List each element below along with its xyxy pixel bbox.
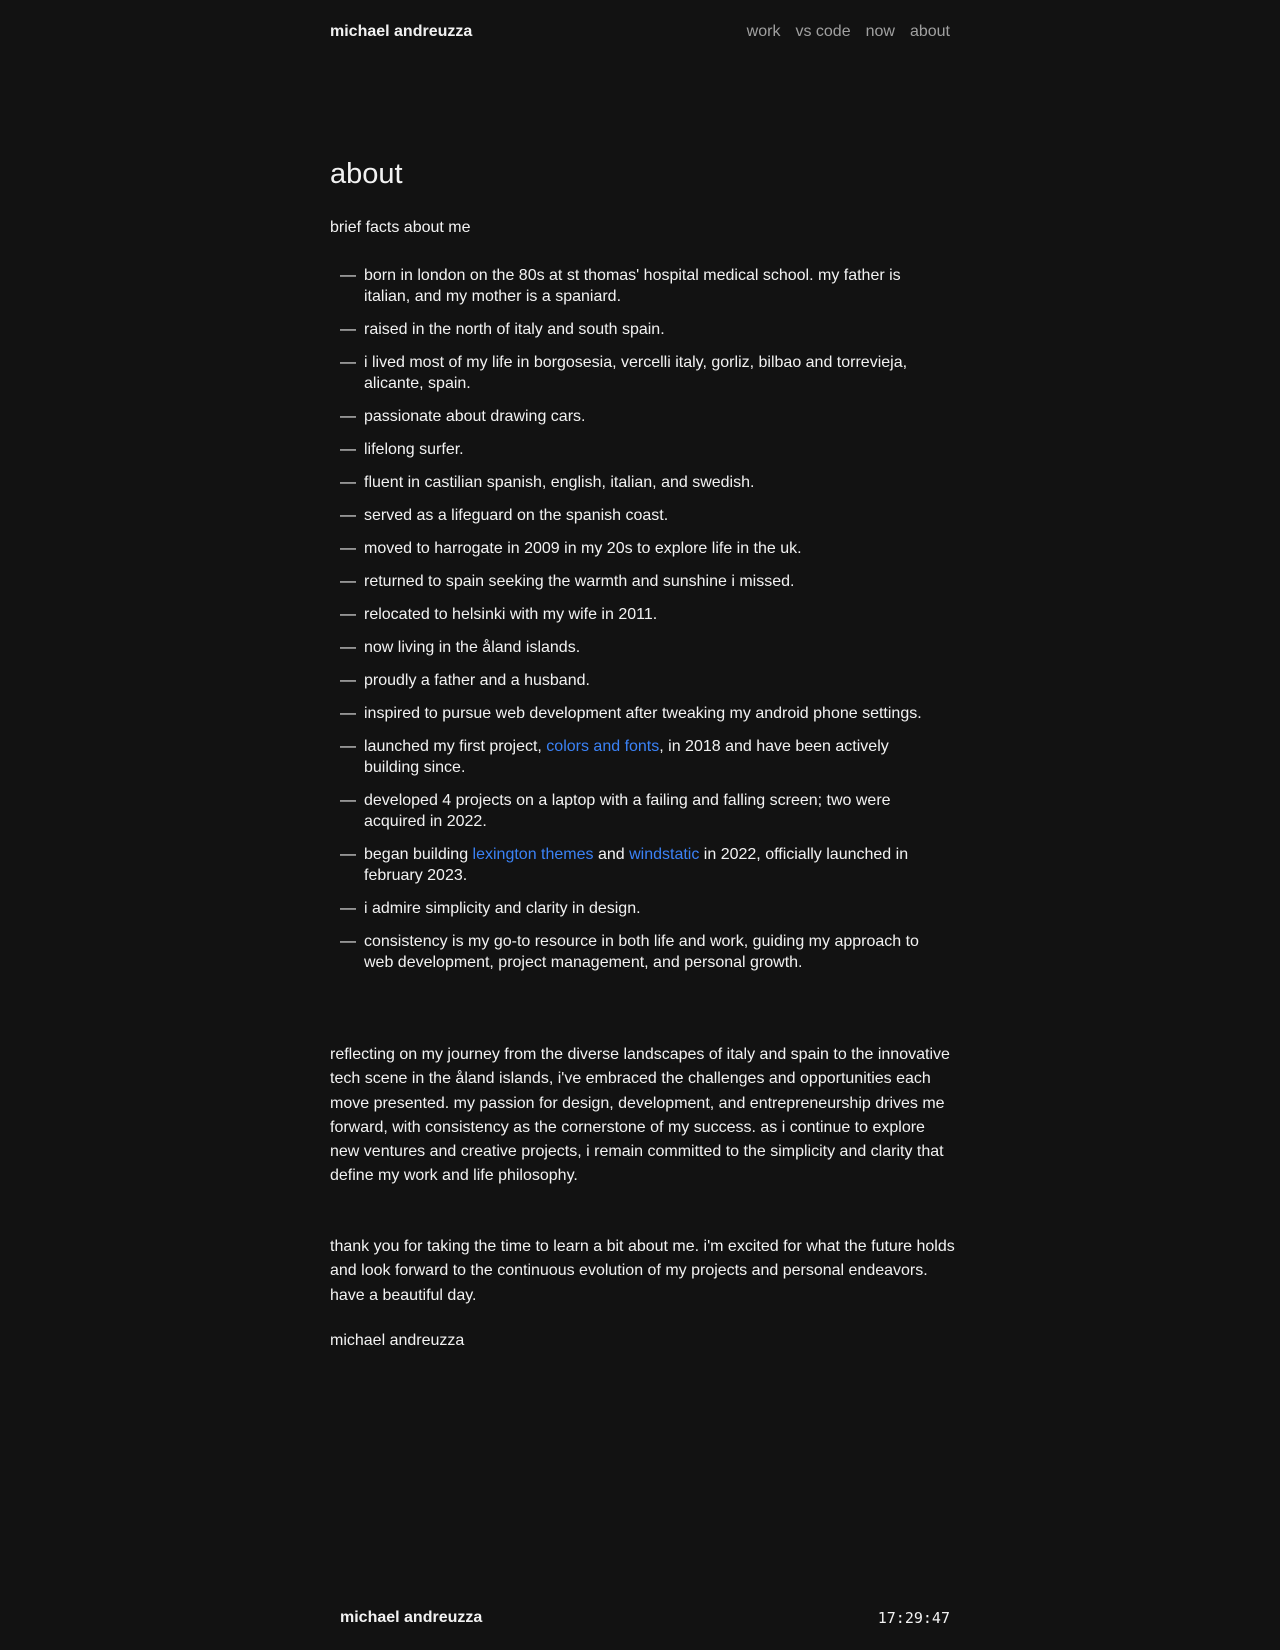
main-content [330, 152, 955, 1349]
list-item [340, 571, 940, 592]
dash-bullet: — [340, 846, 356, 863]
list-item [340, 844, 940, 886]
fact-text: born in london on the 80s at st thomas' hospital medical school. my father is italian, and my mother is a spaniard. [364, 267, 901, 305]
list-item [340, 670, 940, 691]
fact-text: inspired to pursue web development after tweaking my android phone settings. [364, 705, 922, 722]
footer-brand: michael andreuzza [340, 1609, 483, 1626]
dash-bullet: — [340, 639, 356, 656]
dash-bullet: — [340, 933, 356, 950]
dash-bullet: — [340, 321, 356, 338]
fact-text-after: in 2022, officially launched in february 2023. [364, 846, 909, 884]
fact-text: served as a lifeguard on the spanish coast. [364, 507, 669, 524]
dash-bullet: — [340, 606, 356, 623]
dash-bullet: — [340, 267, 356, 284]
list-item [340, 898, 940, 919]
dash-bullet: — [340, 540, 356, 557]
main-nav [747, 20, 950, 44]
fact-text: i admire simplicity and clarity in design. [364, 900, 641, 917]
nav-work-link[interactable]: work [746, 23, 781, 40]
list-item [340, 604, 940, 625]
facts-intro: brief facts about me [330, 219, 471, 236]
fact-text: proudly a father and a husband. [364, 672, 590, 689]
site-footer [340, 1606, 950, 1630]
dash-bullet: — [340, 900, 356, 917]
fact-text: lifelong surfer. [364, 441, 464, 458]
dash-bullet: — [340, 507, 356, 524]
lexington-themes-link[interactable]: lexington themes [472, 846, 594, 863]
fact-text: i lived most of my life in borgosesia, vercelli italy, gorliz, bilbao and torrevieja, alicante, spain. [364, 354, 908, 392]
fact-text-after: , in 2018 and have been actively building since. [364, 738, 889, 776]
list-item [340, 736, 940, 778]
windstatic-link[interactable]: windstatic [629, 846, 700, 863]
nav-about-link[interactable]: about [909, 23, 950, 40]
dash-bullet: — [340, 792, 356, 809]
fact-text: fluent in castilian spanish, english, italian, and swedish. [364, 474, 755, 491]
footer-clock: 17:29:47 [877, 1609, 950, 1627]
list-item [340, 352, 940, 394]
list-item [340, 703, 940, 724]
fact-text-before: began building [364, 846, 473, 863]
colors-and-fonts-link[interactable]: colors and fonts [546, 738, 660, 755]
fact-text: now living in the åland islands. [364, 639, 581, 656]
fact-text: passionate about drawing cars. [364, 408, 586, 425]
signature: michael andreuzza [330, 1332, 465, 1349]
dash-bullet: — [340, 738, 356, 755]
fact-text: developed 4 projects on a laptop with a failing and falling screen; two were acquired in 2022. [364, 792, 891, 830]
dash-bullet: — [340, 474, 356, 491]
page-title: about [330, 158, 403, 190]
dash-bullet: — [340, 408, 356, 425]
fact-text: relocated to helsinki with my wife in 2011. [364, 606, 658, 623]
nav-now-link[interactable]: now [865, 23, 895, 40]
list-item [340, 472, 940, 493]
list-item [340, 790, 940, 832]
fact-text: raised in the north of italy and south spain. [364, 321, 665, 338]
site-header [330, 20, 950, 44]
facts-list [340, 265, 940, 985]
thank-you-paragraph: thank you for taking the time to learn a bit about me. i'm excited for what the future holds and look forward to the continuous evolution of my projects and personal endeavors. have a beautiful day. [330, 1238, 955, 1304]
fact-text: returned to spain seeking the warmth and sunshine i missed. [364, 573, 795, 590]
list-item [340, 931, 940, 973]
site-brand-link[interactable]: michael andreuzza [330, 23, 473, 40]
list-item [340, 637, 940, 658]
reflection-paragraph: reflecting on my journey from the diverse landscapes of italy and spain to the innovative tech scene in the åland islands, i've embraced the challenges and opportunities each move presented. my passion for design, development, and entrepreneurship drives me forward, with consistency as the cornerstone of my success. as i continue to explore new ventures and creative projects, i remain committed to the simplicity and clarity that define my work and life philosophy. [330, 1046, 950, 1185]
dash-bullet: — [340, 573, 356, 590]
list-item [340, 319, 940, 340]
dash-bullet: — [340, 672, 356, 689]
list-item [340, 505, 940, 526]
dash-bullet: — [340, 354, 356, 371]
list-item [340, 406, 940, 427]
fact-text-before: launched my first project, [364, 738, 547, 755]
list-item [340, 538, 940, 559]
fact-text: moved to harrogate in 2009 in my 20s to explore life in the uk. [364, 540, 802, 557]
dash-bullet: — [340, 441, 356, 458]
fact-text-middle: and [593, 846, 630, 863]
list-item [340, 439, 940, 460]
nav-vs-code-link[interactable]: vs code [795, 23, 851, 40]
list-item [340, 265, 940, 307]
fact-text: consistency is my go-to resource in both life and work, guiding my approach to web development, project management, and personal growth. [364, 933, 919, 971]
dash-bullet: — [340, 705, 356, 722]
